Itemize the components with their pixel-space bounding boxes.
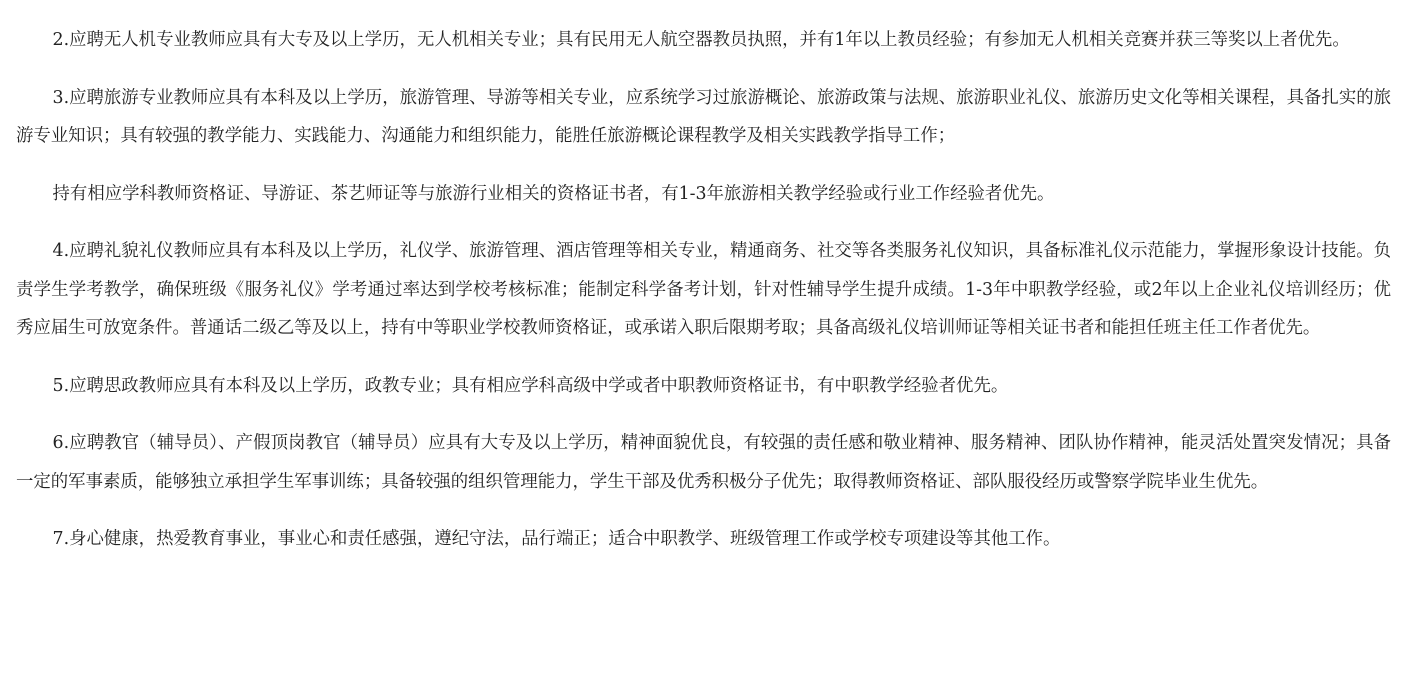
requirement-paragraph-3: 3.应聘旅游专业教师应具有本科及以上学历，旅游管理、导游等相关专业，应系统学习过旅游概论、旅游政策与法规、旅游职业礼仪、旅游历史文化等相关课程，具备扎实的旅游专业知识；具有较强的教学能力、实践能力、沟通能力和组织能力，能胜任旅游概论课程教学及相关实践教学指导工作；	[16, 87, 1391, 146]
requirement-paragraph-4: 4.应聘礼貌礼仪教师应具有本科及以上学历，礼仪学、旅游管理、酒店管理等相关专业，精通商务、社交等各类服务礼仪知识，具备标准礼仪示范能力，掌握形象设计技能。负责学生学考教学，确保班级《服务礼仪》学考通过率达到学校考核标准；能制定科学备考计划，针对性辅导学生提升成绩。1-3年中职教学经验，或2年以上企业礼仪培训经历；优秀应届生可放宽条件。普通话二级乙等及以上，持有中等职业学校教师资格证，或承诺入职后限期考取；具备高级礼仪培训师证等相关证书者和能担任班主任工作者优先。	[16, 241, 1391, 338]
requirement-paragraph-7: 7.身心健康，热爱教育事业，事业心和责任感强，遵纪守法，品行端正；适合中职教学、班级管理工作或学校专项建设等其他工作。	[52, 529, 1061, 549]
requirement-paragraph-6: 6.应聘教官（辅导员）、产假顶岗教官（辅导员）应具有大专及以上学历，精神面貌优良，有较强的责任感和敬业精神、服务精神、团队协作精神，能灵活处置突发情况；具备一定的军事素质，能够独立承担学生军事训练；具备较强的组织管理能力，学生干部及优秀积极分子优先；取得教师资格证、部队服役经历或警察学院毕业生优先。	[16, 433, 1391, 492]
document-body	[16, 21, 1391, 559]
requirement-paragraph-3-certificates: 持有相应学科教师资格证、导游证、茶艺师证等与旅游行业相关的资格证书者，有1-3年旅游相关教学经验或行业工作经验者优先。	[52, 183, 1055, 204]
requirement-paragraph-5: 5.应聘思政教师应具有本科及以上学历，政教专业；具有相应学科高级中学或者中职教师资格证书，有中职教学经验者优先。	[52, 375, 1009, 396]
requirement-paragraph-2: 2.应聘无人机专业教师应具有大专及以上学历，无人机相关专业；具有民用无人航空器教员执照，并有1年以上教员经验；有参加无人机相关竞赛并获三等奖以上者优先。	[52, 30, 1350, 50]
